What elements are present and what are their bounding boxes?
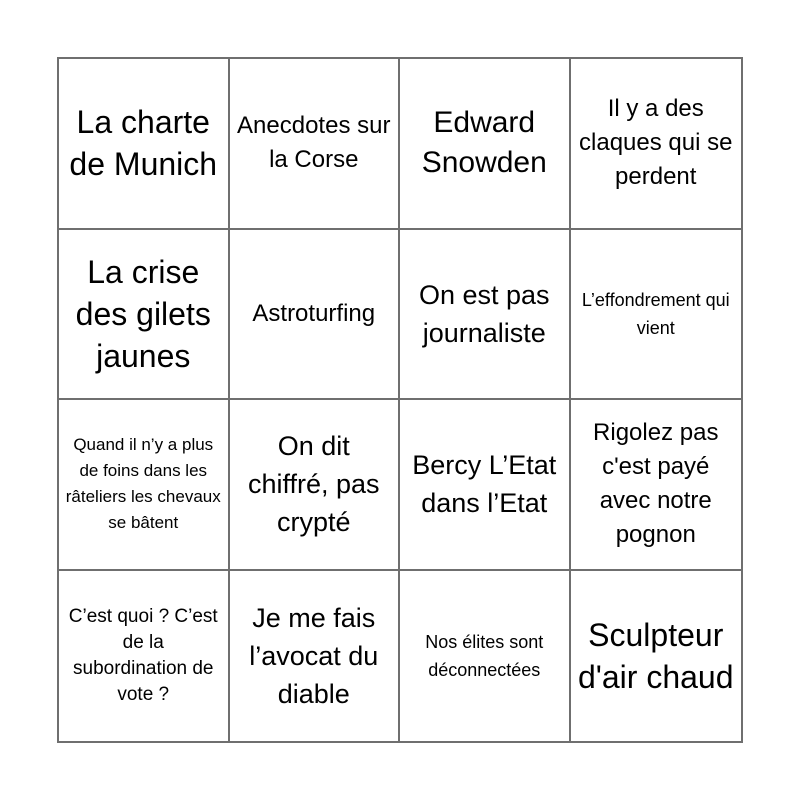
bingo-cell-text: Il y a des claques qui se perdent	[579, 95, 733, 191]
bingo-cell-text: Bercy L’Etat dans l’Etat	[412, 450, 557, 519]
bingo-cell-text: Rigolez pas c'est payé avec notre pognon	[593, 419, 719, 549]
bingo-cell[interactable]	[59, 571, 230, 742]
bingo-card	[57, 57, 743, 743]
bingo-cell-text: Edward Snowden	[421, 106, 547, 180]
bingo-cell[interactable]	[59, 400, 230, 571]
bingo-cell[interactable]	[571, 230, 742, 401]
bingo-cell-text: La charte de Munich	[69, 104, 218, 183]
bingo-cell-text: Nos élites sont déconnectées	[425, 631, 544, 680]
bingo-cell[interactable]	[400, 400, 571, 571]
bingo-cell[interactable]	[230, 400, 401, 571]
bingo-cell[interactable]	[571, 59, 742, 230]
bingo-cell[interactable]	[230, 230, 401, 401]
bingo-cell-text: La crise des gilets jaunes	[75, 253, 211, 374]
bingo-cell-text: On est pas journaliste	[418, 279, 550, 348]
bingo-cell[interactable]	[400, 230, 571, 401]
bingo-cell-text: C’est quoi ? C’est de la subordination de vote ?	[68, 605, 218, 705]
bingo-cell[interactable]	[59, 59, 230, 230]
bingo-cell[interactable]	[400, 571, 571, 742]
bingo-cell[interactable]	[571, 400, 742, 571]
bingo-cell[interactable]	[230, 59, 401, 230]
bingo-cell-text: L’effondrement qui vient	[581, 289, 730, 338]
bingo-cell-text: Je me fais l’avocat du diable	[249, 602, 379, 709]
bingo-cell-text: Sculpteur d'air chaud	[577, 616, 734, 695]
bingo-cell-text: On dit chiffré, pas crypté	[247, 431, 380, 538]
bingo-cell[interactable]	[230, 571, 401, 742]
bingo-cell[interactable]	[59, 230, 230, 401]
bingo-cell[interactable]	[400, 59, 571, 230]
bingo-cell[interactable]	[571, 571, 742, 742]
bingo-cell-text: Anecdotes sur la Corse	[237, 112, 391, 174]
bingo-cell-text: Quand il n’y a plus de foins dans les râteliers les chevaux se bâtent	[65, 435, 221, 533]
bingo-cell-text: Astroturfing	[252, 299, 376, 327]
